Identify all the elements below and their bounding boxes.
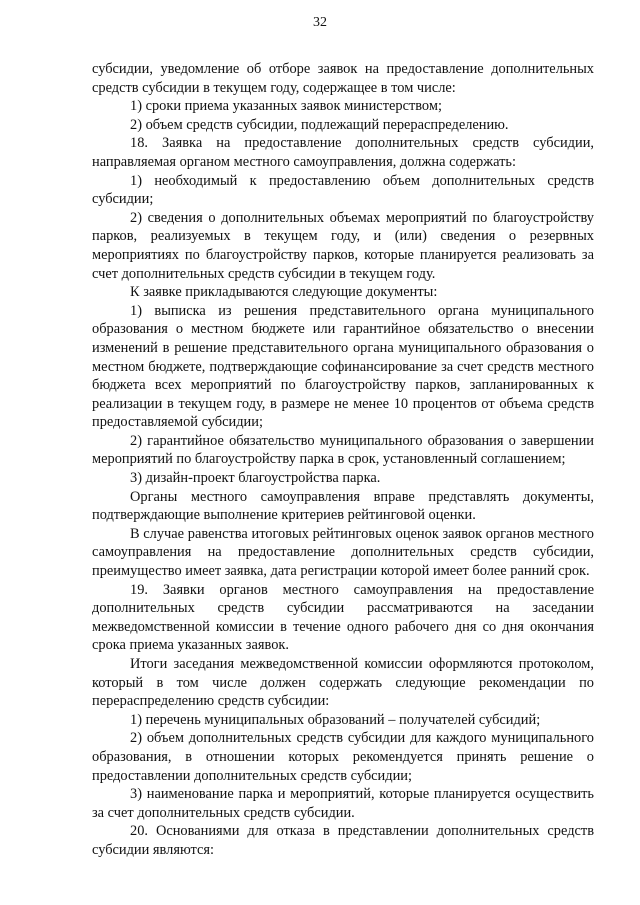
list-item: 1) перечень муниципальных образований – получателей субсидий; <box>130 711 541 728</box>
page-number: 32 <box>313 15 327 30</box>
document-body <box>92 60 594 860</box>
paragraph: Итоги заседания межведомственной комиссии оформляются протоколом, который в том числе должен содержать следующие рекомендации по перераспределению средств субсидии: <box>92 656 594 710</box>
clause-19: 19. Заявки органов местного самоуправления на предоставление дополнительных средств субсидии рассматриваются на заседании межведомственной комиссии в течение одного рабочего дня со дня окончания срока приема указанных заявок. <box>92 581 594 654</box>
list-item: 2) объем средств субсидии, подлежащий перераспределению. <box>130 116 509 133</box>
list-item: 3) наименование парка и мероприятий, которые планируется осуществить за счет дополнительных средств субсидии. <box>92 786 594 821</box>
list-item: 2) гарантийное обязательство муниципального образования о завершении мероприятий по благоустройству парка в срок, установленный соглашением; <box>92 432 594 468</box>
clause-20: 20. Основаниями для отказа в представлении дополнительных средств субсидии являются: <box>92 823 594 858</box>
list-item: 3) дизайн-проект благоустройства парка. <box>130 470 381 487</box>
clause-18: 18. Заявка на предоставление дополнительных средств субсидии, направляемая органом местного самоуправления, должна содержать: <box>92 135 594 170</box>
list-item: 1) необходимый к предоставлению объем дополнительных средств субсидии; <box>92 172 594 208</box>
list-item: 2) объем дополнительных средств субсидии для каждого муниципального образования, в отношении которых рекомендуется принять решение о предоставлении дополнительных средств субсидии; <box>92 730 594 784</box>
paragraph: Органы местного самоуправления вправе представлять документы, подтверждающие выполнение критериев рейтинговой оценки. <box>92 488 594 524</box>
list-item: 1) выписка из решения представительного органа муниципального образования о местном бюджете или гарантийное обязательство о внесении изменений в решение представительного органа муниципального образования о местном бюджете, подтверждающие софинансирование за счет средств местного бюджета всех мероприятий по благоустройству парков, запланированных к реализации в текущем году, в размере не менее 10 процентов от объема средств предоставляемой субсидии; <box>92 302 594 431</box>
paragraph: субсидии, уведомление об отборе заявок на предоставление дополнительных средств субсидии в текущем году, содержащее в том числе: <box>92 61 594 96</box>
list-item: 1) сроки приема указанных заявок министерством; <box>130 98 442 115</box>
paragraph: К заявке прикладываются следующие документы: <box>130 284 438 301</box>
list-item: 2) сведения о дополнительных объемах мероприятий по благоустройству парков, реализуемых в текущем году, и (или) сведения о резервных мероприятиях по благоустройству парков, которые планируется реализовать за счет дополнительных средств субсидии в текущем году. <box>92 209 594 282</box>
paragraph: В случае равенства итоговых рейтинговых оценок заявок органов местного самоуправления на предоставление дополнительных средств субсидии, преимущество имеет заявка, дата регистрации которой имеет более ранний срок. <box>92 525 594 580</box>
